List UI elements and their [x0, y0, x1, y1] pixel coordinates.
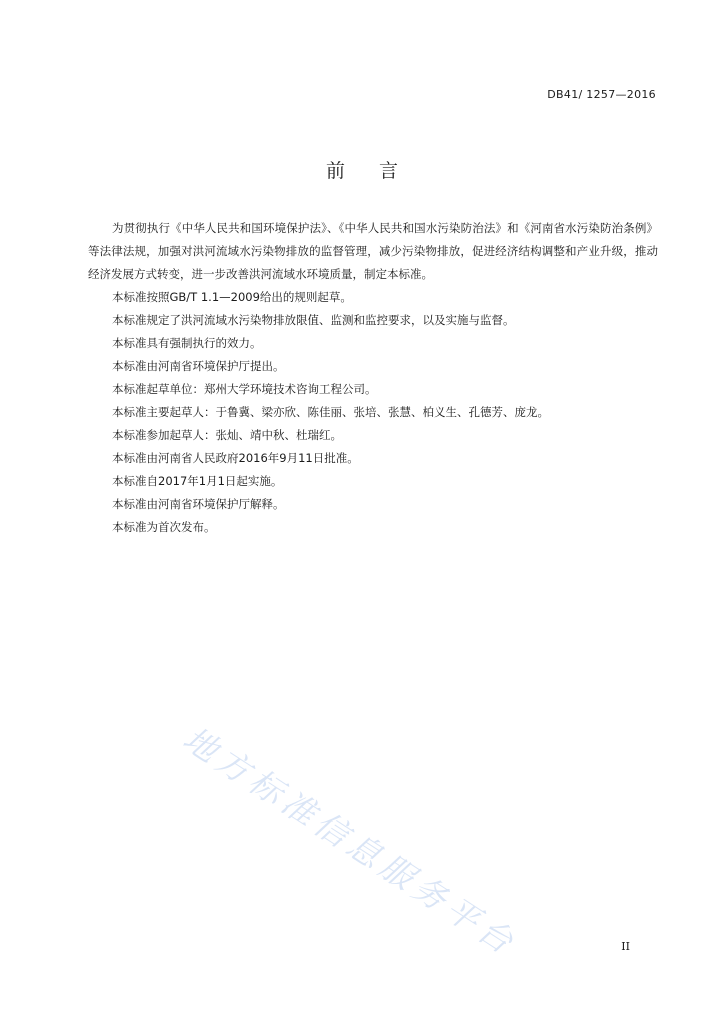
paragraph-main-drafters: 本标准主要起草人：于鲁冀、梁亦欣、陈佳丽、张培、张慧、柏义生、孔德芳、庞龙。: [112, 405, 549, 419]
paragraph-participating-drafters: 本标准参加起草人：张灿、靖中秋、杜瑞红。: [112, 428, 342, 442]
document-code: DB41/ 1257—2016: [547, 88, 656, 101]
paragraph-purpose: 为贯彻执行《中华人民共和国环境保护法》、《中华人民共和国水污染防治法》和《河南省水污染防治条例》等法律法规，加强对洪河流域水污染物排放的监督管理，减少污染物排放，促进经济结构调整和产业升级，推动经济发展方式转变，进一步改善洪河流域水环境质量，制定本标准。: [88, 221, 658, 281]
paragraph-drafting-rules: 本标准按照GB/T 1.1—2009给出的规则起草。: [112, 290, 352, 304]
paragraph-proposer: 本标准由河南省环境保护厅提出。: [112, 359, 285, 373]
page-title: 前言: [325, 160, 432, 182]
paragraph-drafting-unit: 本标准起草单位：郑州大学环境技术咨询工程公司。: [112, 382, 377, 396]
paragraph-interpretation: 本标准由河南省环境保护厅解释。: [112, 497, 285, 511]
watermark: 地方标准信息服务平台: [176, 718, 525, 964]
paragraph-mandatory: 本标准具有强制执行的效力。: [112, 336, 262, 350]
paragraph-approval: 本标准由河南省人民政府2016年9月11日批准。: [112, 451, 359, 465]
page-number: II: [621, 940, 630, 953]
foreword-body: [88, 217, 658, 539]
paragraph-scope: 本标准规定了洪河流域水污染物排放限值、监测和监控要求，以及实施与监督。: [112, 313, 515, 327]
paragraph-first-release: 本标准为首次发布。: [112, 520, 216, 534]
paragraph-implementation: 本标准自2017年1月1日起实施。: [112, 474, 283, 488]
